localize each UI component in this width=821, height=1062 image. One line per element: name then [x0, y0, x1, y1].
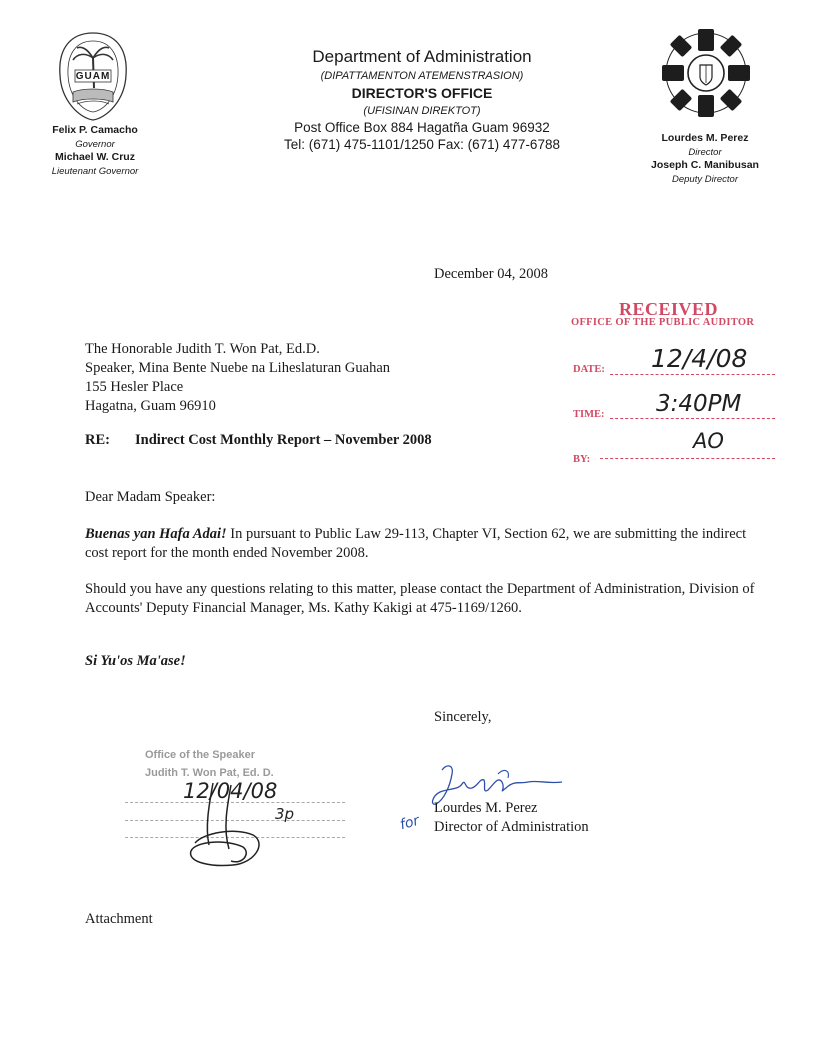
department-letterhead — [262, 46, 582, 153]
seal-guam-text: GUAM — [75, 71, 111, 82]
subject-line — [85, 432, 432, 449]
addressee-line: Hagatna, Guam 96910 — [85, 398, 216, 414]
stamp-time-handwritten: 3:40PM — [656, 391, 742, 417]
director-title: Director — [688, 146, 722, 158]
speaker-stamp-date: 12/04/08 — [183, 779, 278, 803]
salutation: Dear Madam Speaker: — [85, 489, 216, 505]
stamp-by-handwritten: AO — [693, 429, 724, 453]
governor-title: Governor — [75, 138, 115, 150]
subject-text: Indirect Cost Monthly Report – November 2008 — [135, 432, 432, 448]
director-block — [630, 132, 780, 186]
department-phone: Tel: (671) 475-1101/1250 Fax: (671) 477-6788 — [284, 137, 560, 152]
stamp-received-title: RECEIVED — [619, 299, 719, 319]
greeting-phrase: Buenas yan Hafa Adai! — [85, 526, 227, 542]
department-emblem — [660, 27, 752, 119]
deputy-director-name: Joseph C. Manibusan — [651, 159, 759, 171]
department-chamorro: (DIPATTAMENTON ATEMENSTRASION) — [320, 70, 524, 82]
stamp-by-line — [600, 458, 775, 459]
signer-block — [434, 799, 589, 837]
signature-prefix: for — [398, 812, 421, 834]
closing-phrase: Si Yu'os Ma'ase! — [85, 653, 186, 669]
stamp-date-line — [610, 374, 775, 375]
department-address: Post Office Box 884 Hagatña Guam 96932 — [294, 120, 550, 135]
stamp-time-label: TIME: — [573, 409, 605, 420]
addressee-line: The Honorable Judith T. Won Pat, Ed.D. — [85, 341, 320, 357]
speaker-stamp-name: Judith T. Won Pat, Ed. D. — [145, 767, 274, 779]
directors-office-title: DIRECTOR'S OFFICE — [351, 85, 493, 101]
director-name: Lourdes M. Perez — [661, 132, 749, 144]
lt-governor-name: Michael W. Cruz — [55, 151, 135, 163]
addressee-line: 155 Hesler Place — [85, 379, 184, 395]
department-title: Department of Administration — [312, 47, 532, 66]
stamp-by-label: BY: — [573, 454, 591, 465]
paragraph-2: Should you have any questions relating to this matter, please contact the Department of Administration, Division of Accounts' Deputy Financial Manager, Ms. Kathy Kakigi at 475-1169/1260. — [85, 581, 755, 616]
paragraph-1 — [85, 525, 765, 563]
subject-label: RE: — [85, 432, 110, 448]
office-chamorro: (UFISINAN DIREKTOT) — [363, 105, 481, 117]
signer-title: Director of Administration — [434, 819, 589, 835]
letter-date: December 04, 2008 — [434, 266, 548, 282]
addressee-block — [85, 340, 390, 416]
speaker-stamp-office: Office of the Speaker — [145, 749, 256, 761]
addressee-line: Speaker, Mina Bente Nuebe na Liheslaturan Guahan — [85, 360, 391, 376]
stamp-date-handwritten: 12/4/08 — [651, 344, 748, 373]
signer-name: Lourdes M. Perez — [434, 800, 538, 816]
governor-name: Felix P. Camacho — [52, 124, 138, 136]
deputy-director-title: Deputy Director — [672, 173, 738, 185]
received-stamp — [565, 296, 780, 471]
lt-governor-title: Lieutenant Governor — [51, 165, 139, 177]
sign-off: Sincerely, — [434, 709, 492, 725]
governor-block — [30, 124, 160, 178]
stamp-date-label: DATE: — [573, 364, 605, 375]
attachment-note: Attachment — [85, 911, 153, 927]
speaker-initials-scribble — [175, 775, 278, 880]
stamp-office: OFFICE OF THE PUBLIC AUDITOR — [571, 317, 755, 328]
speaker-stamp-time: 3p — [275, 805, 295, 823]
paragraph-1-text: In pursuant to Public Law 29-113, Chapter VI, Section 62, we are submitting the indirect cost report for the month ended November 2008. — [85, 526, 747, 561]
stamp-time-line — [610, 418, 775, 419]
